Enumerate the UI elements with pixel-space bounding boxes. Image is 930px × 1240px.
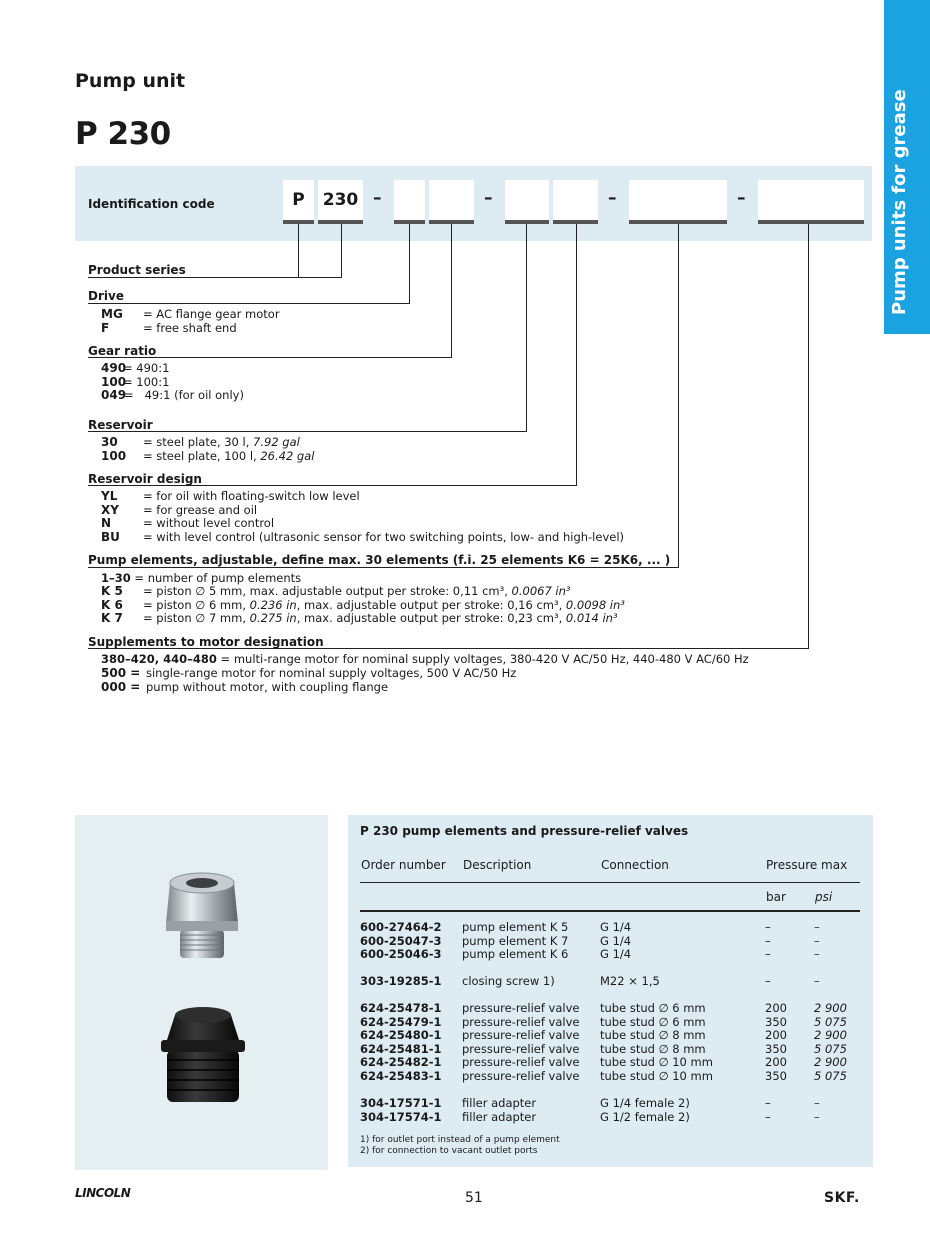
connector-line	[88, 303, 410, 304]
drive-label: Drive	[88, 289, 124, 303]
col-header-bar: bar	[766, 890, 786, 904]
cell-bar: 200	[765, 1001, 787, 1015]
pump-elements-label: Pump elements, adjustable, define max. 30 elements (f.i. 25 elements K6 = 25K6, ... )	[88, 553, 671, 567]
option-code: MG	[101, 307, 123, 321]
cell-bar: 350	[765, 1069, 787, 1083]
col-header-connection: Connection	[601, 858, 669, 872]
cell-description: pressure-relief valve	[462, 1042, 580, 1056]
cell-bar: –	[765, 920, 771, 934]
col-header-order: Order number	[361, 858, 446, 872]
cell-connection: tube stud ∅ 10 mm	[600, 1055, 713, 1069]
option-desc: = 100:1	[123, 375, 170, 389]
option-desc: = with level control (ultrasonic sensor for two switching points, low- and high-level)	[143, 530, 625, 544]
cell-connection: G 1/4 female 2)	[600, 1096, 690, 1110]
cell-connection: M22 × 1,5	[600, 974, 660, 988]
cell-psi: 5 075	[814, 1015, 847, 1029]
connector-line	[88, 277, 342, 278]
product-photo	[75, 815, 328, 1170]
cell-description: pressure-relief valve	[462, 1001, 580, 1015]
cell-connection: G 1/2 female 2)	[600, 1110, 690, 1124]
cell-connection: G 1/4	[600, 947, 632, 961]
cell-order: 624-25478-1	[360, 1001, 442, 1015]
cell-psi: –	[814, 947, 820, 961]
option-desc: = 490:1	[123, 361, 170, 375]
option-code: K 5	[101, 584, 123, 598]
page-title: P 230	[75, 116, 171, 152]
supplements-label: Supplements to motor designation	[88, 635, 324, 649]
option-code: 490	[101, 361, 127, 375]
option-code: 000 =	[101, 680, 141, 694]
table-title: P 230 pump elements and pressure-relief valves	[360, 824, 689, 838]
connector-line	[88, 431, 527, 432]
cell-description: pressure-relief valve	[462, 1055, 580, 1069]
connector-line	[576, 224, 577, 486]
cell-psi: –	[814, 974, 820, 988]
id-code-label: Identification code	[88, 197, 215, 211]
cell-description: filler adapter	[462, 1096, 537, 1110]
table-rule	[360, 910, 860, 912]
connector-line	[341, 224, 342, 277]
cell-bar: 200	[765, 1055, 787, 1069]
id-dash: –	[484, 188, 493, 208]
table-rule	[360, 882, 860, 883]
cell-bar: 350	[765, 1042, 787, 1056]
id-box-reservoir	[505, 180, 549, 224]
cell-psi: –	[814, 934, 820, 948]
option-line: 380–420, 440–480 = multi-range motor for nominal supply voltages, 380-420 V AC/50 Hz, 440-480 V AC/60 Hz	[101, 652, 749, 666]
cell-order: 600-25046-3	[360, 947, 442, 961]
option-desc: = steel plate, 100 l, 26.42 gal	[143, 449, 315, 463]
cell-description: closing screw 1)	[462, 974, 555, 988]
connector-line	[451, 224, 452, 358]
option-code: 500 =	[101, 666, 141, 680]
option-desc: = piston ∅ 6 mm, 0.236 in, max. adjustable output per stroke: 0,16 cm³, 0.0098 in³	[143, 598, 625, 612]
gear-ratio-label: Gear ratio	[88, 344, 157, 358]
cell-order: 624-25482-1	[360, 1055, 442, 1069]
cell-psi: –	[814, 920, 820, 934]
id-box-drive	[394, 180, 425, 224]
cell-order: 624-25481-1	[360, 1042, 442, 1056]
option-code: BU	[101, 530, 120, 544]
lincoln-logo: LINCOLN	[75, 1186, 131, 1200]
connector-line	[298, 224, 299, 277]
cell-bar: –	[765, 974, 771, 988]
connector-line	[409, 224, 410, 304]
option-code: 100	[101, 449, 127, 463]
cell-order: 304-17574-1	[360, 1110, 442, 1124]
connector-line	[808, 224, 809, 649]
closing-screw-photo	[161, 1007, 245, 1102]
id-dash: –	[608, 188, 617, 208]
cell-bar: –	[765, 1110, 771, 1124]
side-tab	[884, 0, 930, 334]
footnote: 1) for outlet port instead of a pump element	[360, 1135, 560, 1145]
product-series-label: Product series	[88, 263, 186, 277]
col-header-description: Description	[463, 858, 532, 872]
page-subtitle: Pump unit	[75, 70, 186, 92]
option-desc: = free shaft end	[143, 321, 237, 335]
cell-order: 624-25479-1	[360, 1015, 442, 1029]
pump-element-photo	[166, 873, 238, 958]
id-box-supplements	[758, 180, 864, 224]
cell-connection: G 1/4	[600, 920, 632, 934]
cell-connection: G 1/4	[600, 934, 632, 948]
cell-psi: 5 075	[814, 1069, 847, 1083]
option-code: N	[101, 516, 112, 530]
reservoir-design-label: Reservoir design	[88, 472, 202, 486]
cell-bar: –	[765, 947, 771, 961]
option-desc: single-range motor for nominal supply voltages, 500 V AC/50 Hz	[146, 666, 517, 680]
cell-psi: 2 900	[814, 1001, 847, 1015]
option-desc: = for grease and oil	[143, 503, 258, 517]
cell-order: 303-19285-1	[360, 974, 442, 988]
id-dash: –	[373, 188, 382, 208]
cell-connection: tube stud ∅ 6 mm	[600, 1015, 706, 1029]
cell-order: 304-17571-1	[360, 1096, 442, 1110]
footnote: 2) for connection to vacant outlet ports	[360, 1146, 538, 1156]
cell-order: 600-27464-2	[360, 920, 442, 934]
option-code: 30	[101, 435, 118, 449]
cell-bar: 350	[765, 1015, 787, 1029]
cell-description: pump element K 5	[462, 920, 569, 934]
col-header-psi: psi	[815, 890, 833, 904]
option-desc: = piston ∅ 7 mm, 0.275 in, max. adjustable output per stroke: 0,23 cm³, 0.014 in³	[143, 611, 618, 625]
option-desc: = steel plate, 30 l, 7.92 gal	[143, 435, 300, 449]
option-code: K 7	[101, 611, 123, 625]
cell-description: pump element K 7	[462, 934, 569, 948]
id-box-pump-elements	[629, 180, 727, 224]
cell-psi: 2 900	[814, 1055, 847, 1069]
cell-psi: 5 075	[814, 1042, 847, 1056]
cell-connection: tube stud ∅ 8 mm	[600, 1028, 706, 1042]
option-desc: = without level control	[143, 516, 275, 530]
cell-description: pressure-relief valve	[462, 1069, 580, 1083]
cell-description: filler adapter	[462, 1110, 537, 1124]
cell-description: pump element K 6	[462, 947, 569, 961]
skf-logo: SKF.	[824, 1190, 860, 1206]
side-tab-label: Pump units for grease	[889, 89, 910, 315]
id-box-gear	[429, 180, 474, 224]
cell-bar: –	[765, 1096, 771, 1110]
option-code: YL	[101, 489, 118, 503]
cell-order: 624-25483-1	[360, 1069, 442, 1083]
cell-bar: –	[765, 934, 771, 948]
cell-order: 600-25047-3	[360, 934, 442, 948]
col-header-pressure: Pressure max	[766, 858, 848, 872]
option-desc: = for oil with floating-switch low level	[143, 489, 360, 503]
cell-description: pressure-relief valve	[462, 1028, 580, 1042]
cell-connection: tube stud ∅ 8 mm	[600, 1042, 706, 1056]
option-desc: = 49:1 (for oil only)	[124, 388, 244, 402]
cell-order: 624-25480-1	[360, 1028, 442, 1042]
id-box-reservoir-design	[553, 180, 598, 224]
cell-bar: 200	[765, 1028, 787, 1042]
option-code: K 6	[101, 598, 123, 612]
id-box-p: P	[283, 180, 314, 224]
option-desc: = piston ∅ 5 mm, max. adjustable output per stroke: 0,11 cm³, 0.0067 in³	[143, 584, 571, 598]
id-box-230: 230	[318, 180, 363, 224]
id-dash: –	[737, 188, 746, 208]
option-code: 100	[101, 375, 127, 389]
cell-description: pressure-relief valve	[462, 1015, 580, 1029]
cell-psi: –	[814, 1096, 820, 1110]
option-code: 049	[101, 388, 127, 402]
cell-psi: 2 900	[814, 1028, 847, 1042]
connector-line	[88, 567, 679, 568]
cell-psi: –	[814, 1110, 820, 1124]
connector-line	[526, 224, 527, 432]
cell-connection: tube stud ∅ 10 mm	[600, 1069, 713, 1083]
option-desc: pump without motor, with coupling flange	[146, 680, 389, 694]
page-number: 51	[465, 1190, 483, 1206]
option-code: XY	[101, 503, 119, 517]
option-desc: = AC flange gear motor	[143, 307, 280, 321]
option-code: F	[101, 321, 110, 335]
cell-connection: tube stud ∅ 6 mm	[600, 1001, 706, 1015]
connector-line	[678, 224, 679, 568]
reservoir-label: Reservoir	[88, 418, 153, 432]
product-photo-panel	[75, 815, 328, 1170]
option-line: 1–30 = number of pump elements	[101, 571, 302, 585]
